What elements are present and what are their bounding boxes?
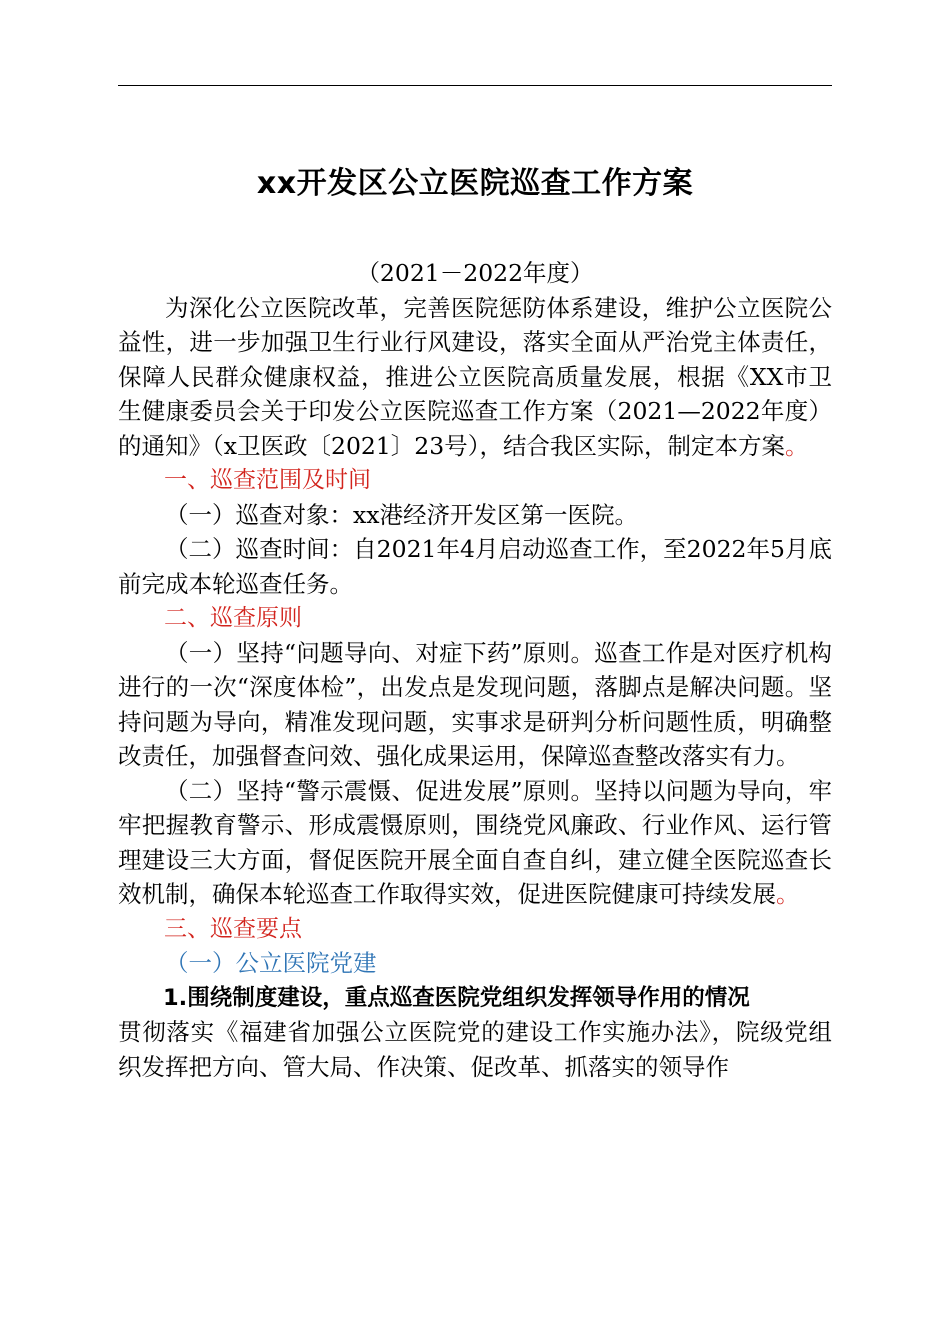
- section-heading-keypoints: 三、巡查要点: [164, 915, 302, 942]
- document-body: [118, 256, 832, 1084]
- document-title: xx开发区公立医院巡查工作方案: [256, 166, 694, 201]
- principle-item-2-period: 。: [776, 880, 800, 908]
- scope-item-target: （一）巡查对象：xx港经济开发区第一医院。: [165, 500, 639, 529]
- intro-period: 。: [784, 431, 809, 460]
- scope-item-time: （二）巡查时间：自2021年4月启动巡查工作，至2022年5月底前完成本轮巡查任务。: [118, 535, 832, 598]
- principle-item-2: [118, 774, 832, 912]
- section-heading-principles: 二、巡查原则: [164, 605, 302, 631]
- header-rule: [118, 85, 832, 86]
- intro-text: 为深化公立医院改革，完善医院惩防体系建设，维护公立医院公益性，进一步加强卫生行业行风建设，落实全面从严治党主体责任，保障人民群众健康权益，推进公立医院高质量发展，根据《XX市卫生健康委员会关于印发公立医院巡查工作方案（2021—2022年度）的通知》（x卫医政〔2021〕23号），结合我区实际，制定本方案: [118, 293, 832, 460]
- principle-item-2-text: （二）坚持“警示震慑、促进发展”原则。坚持以问题为导向，牢牢把握教育警示、形成震慑原则，围绕党风廉政、行业作风、运行管理建设三大方面，督促医院开展全面自查自纠，建立健全医院巡查长效机制，确保本轮巡查工作取得实效，促进医院健康可持续发展: [118, 776, 832, 908]
- keypoint-1-title: 1.围绕制度建设，重点巡查医院党组织发挥领导作用的情况: [163, 984, 750, 1011]
- keypoint-1-body: 贯彻落实《福建省加强公立医院党的建设工作实施办法》，院级党组织发挥把方向、管大局、作决策、促改革、抓落实的领导作: [118, 1018, 832, 1081]
- document-subtitle: （2021－2022年度）: [356, 259, 594, 287]
- subsection-heading-party-building: （一）公立医院党建: [165, 949, 377, 977]
- intro-paragraph: [118, 291, 832, 464]
- principle-item-1: （一）坚持“问题导向、对症下药”原则。巡查工作是对医疗机构进行的一次“深度体检”，出发点是发现问题，落脚点是解决问题。坚持问题为导向，精准发现问题，实事求是研判分析问题性质，明确整改责任，加强督查问效、强化成果运用，保障巡查整改落实有力。: [118, 638, 832, 770]
- section-heading-scope: 一、巡查范围及时间: [164, 467, 371, 493]
